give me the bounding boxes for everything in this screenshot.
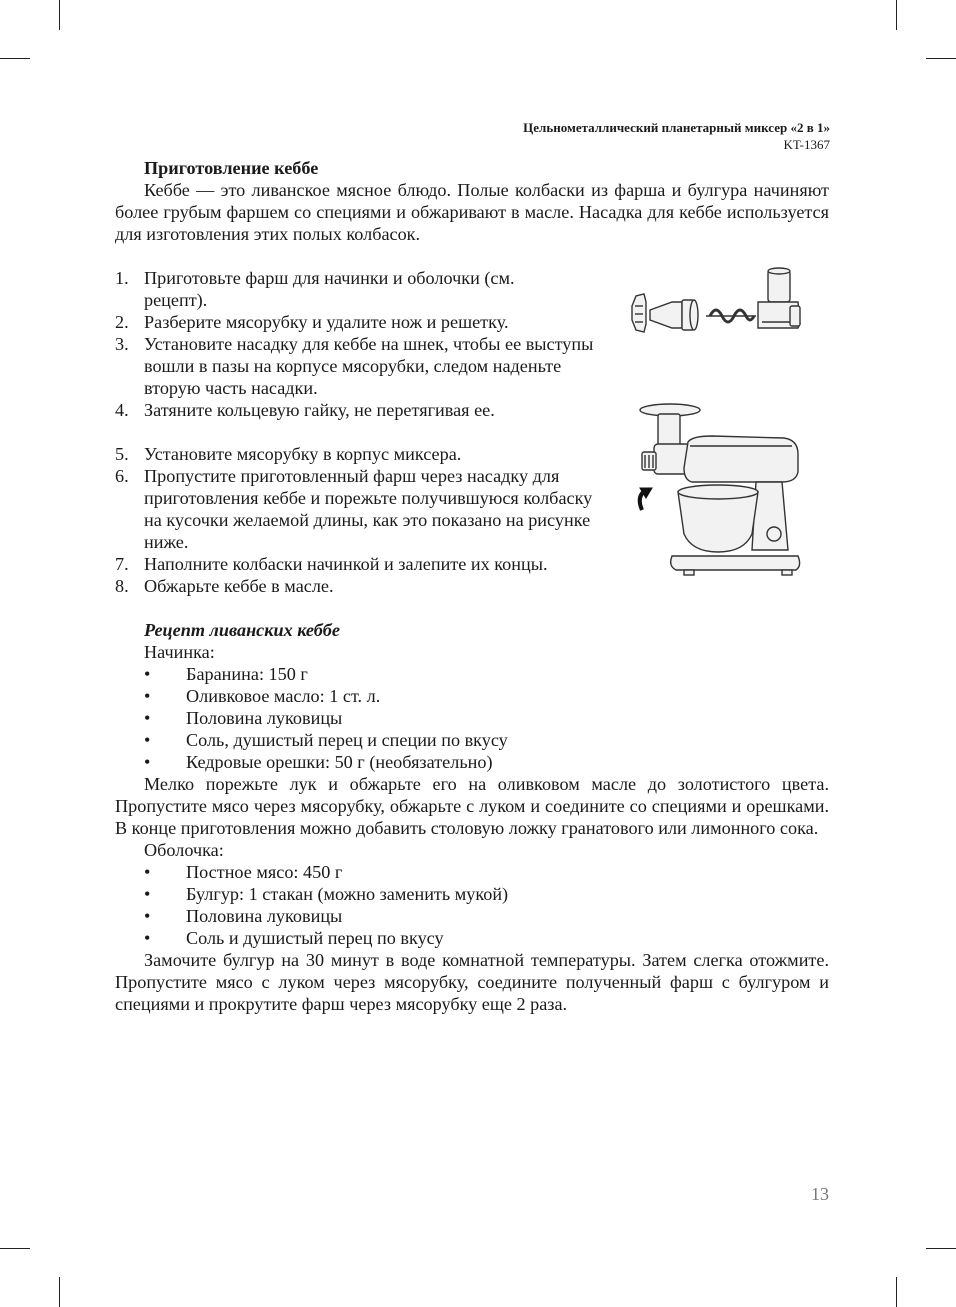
shell-instructions: Замочите булгур на 30 минут в воде комнатной температуры. Затем слегка отожмите. Пропустите мясо с луком через мясорубку, соедините полученный фарш с булгуром и специями и прокрутите фарш через мясорубку еще 2 раза. <box>115 950 829 1014</box>
list-item <box>115 663 829 685</box>
crop-mark-top-right-h <box>926 58 956 59</box>
bullet: • <box>144 884 151 904</box>
list-item <box>115 751 829 773</box>
list-item <box>115 927 829 949</box>
step-number: 7. <box>115 554 129 574</box>
step-item <box>115 399 614 421</box>
bullet: • <box>144 708 151 728</box>
ingredient: Оливковое масло: 1 ст. л. <box>186 686 381 706</box>
stand-mixer-illustration <box>632 400 804 584</box>
bullet: • <box>144 906 151 926</box>
step-item <box>115 553 614 575</box>
list-item <box>115 861 829 883</box>
crop-mark-top-left-h <box>0 58 30 59</box>
bullet: • <box>144 928 151 948</box>
step-text: Затяните кольцевую гайку, не перетягивая ее. <box>144 400 495 420</box>
ring-nut-shape <box>632 294 646 332</box>
crop-mark-top-left-v <box>59 0 60 30</box>
step-text: Установите мясорубку в корпус миксера. <box>144 444 462 464</box>
grinder-tube-shape <box>768 270 790 302</box>
ingredient: Баранина: 150 г <box>186 664 308 684</box>
mixer-base-shape <box>671 556 800 570</box>
running-header <box>523 119 830 153</box>
step-text: Наполните колбаски начинкой и залепите их концы. <box>144 554 548 574</box>
filling-instructions: Мелко порежьте лук и обжарьте его на оливковом масле до золотистого цвета. Пропустите мясо через мясорубку, обжарьте с луком и соедините со специями и орешками. В конце приготовления можно добавить столовую ложку гранатового или лимонного сока. <box>115 774 829 838</box>
list-item <box>115 685 829 707</box>
header-model: KT-1367 <box>783 137 830 152</box>
step-text: Разберите мясорубку и удалите нож и решетку. <box>144 312 509 332</box>
ingredient: Половина луковицы <box>186 708 343 728</box>
list-item <box>115 883 829 905</box>
step-text: Обжарьте кеббе в масле. <box>144 576 334 596</box>
grinder-throat-shape <box>658 414 680 446</box>
step-number: 8. <box>115 576 129 596</box>
spacer <box>115 597 829 619</box>
kebbe-attachment-parts-illustration <box>626 266 806 340</box>
step-number: 2. <box>115 312 129 332</box>
bullet: • <box>144 862 151 882</box>
step-item <box>115 267 544 311</box>
section-title: Приготовление кеббе <box>144 158 319 178</box>
step-item <box>115 311 544 333</box>
speed-knob-shape <box>767 527 781 541</box>
ingredient: Булгур: 1 стакан (можно заменить мукой) <box>186 884 509 904</box>
crop-mark-bottom-left-v <box>59 1277 60 1307</box>
step-number: 5. <box>115 444 129 464</box>
ingredient: Соль и душистый перец по вкусу <box>186 928 444 948</box>
mixer-head-shape <box>684 436 798 482</box>
bullet: • <box>144 664 151 684</box>
ingredient: Кедровые орешки: 50 г (необязательно) <box>186 752 493 772</box>
ingredient: Постное мясо: 450 г <box>186 862 343 882</box>
step-item <box>115 333 614 399</box>
header-title: Цельнометаллический планетарный миксер «2 в 1» <box>523 120 830 135</box>
bullet: • <box>144 730 151 750</box>
ingredient: Половина луковицы <box>186 906 343 926</box>
page-number: 13 <box>811 1184 829 1204</box>
kebbe-cone-shape <box>650 302 682 328</box>
recipe-title: Рецепт ливанских кеббе <box>144 620 340 640</box>
shell-label: Оболочка: <box>144 840 224 860</box>
step-text: Пропустите приготовленный фарш через насадку для приготовления кеббе и порежьте получившуюся колбаску на кусочки желаемой длины, как это показано на рисунке ниже. <box>144 466 593 552</box>
crop-mark-bottom-left-h <box>0 1248 30 1249</box>
step-number: 1. <box>115 268 129 288</box>
filling-label: Начинка: <box>144 642 215 662</box>
ingredient: Соль, душистый перец и специи по вкусу <box>186 730 508 750</box>
step-number: 3. <box>115 334 129 354</box>
filling-list <box>115 663 829 773</box>
crop-mark-top-right-v <box>896 0 897 30</box>
shell-list <box>115 861 829 949</box>
bullet: • <box>144 752 151 772</box>
list-item <box>115 905 829 927</box>
mixer-bowl-shape <box>678 492 758 552</box>
section-intro: Кеббе — это ливанское мясное блюдо. Полые колбаски из фарша и булгура начиняют более грубым фаршем со специями и обжаривают в масле. Насадка для кеббе используется для изготовления этих полых колбасок. <box>115 180 829 244</box>
step-item <box>115 443 614 465</box>
list-item <box>115 707 829 729</box>
step-text: Установите насадку для кеббе на шнек, чтобы ее выступы вошли в пазы на корпусе мясорубки, следом наденьте вторую часть насадки. <box>144 334 594 398</box>
step-number: 4. <box>115 400 129 420</box>
crop-mark-bottom-right-h <box>926 1248 956 1249</box>
list-item <box>115 729 829 751</box>
step-item <box>115 465 614 553</box>
bullet: • <box>144 686 151 706</box>
step-number: 6. <box>115 466 129 486</box>
spacer <box>115 245 829 267</box>
crop-mark-bottom-right-v <box>896 1277 897 1307</box>
step-item <box>115 575 614 597</box>
step-text: Приготовьте фарш для начинки и оболочки (см. рецепт). <box>144 268 515 310</box>
